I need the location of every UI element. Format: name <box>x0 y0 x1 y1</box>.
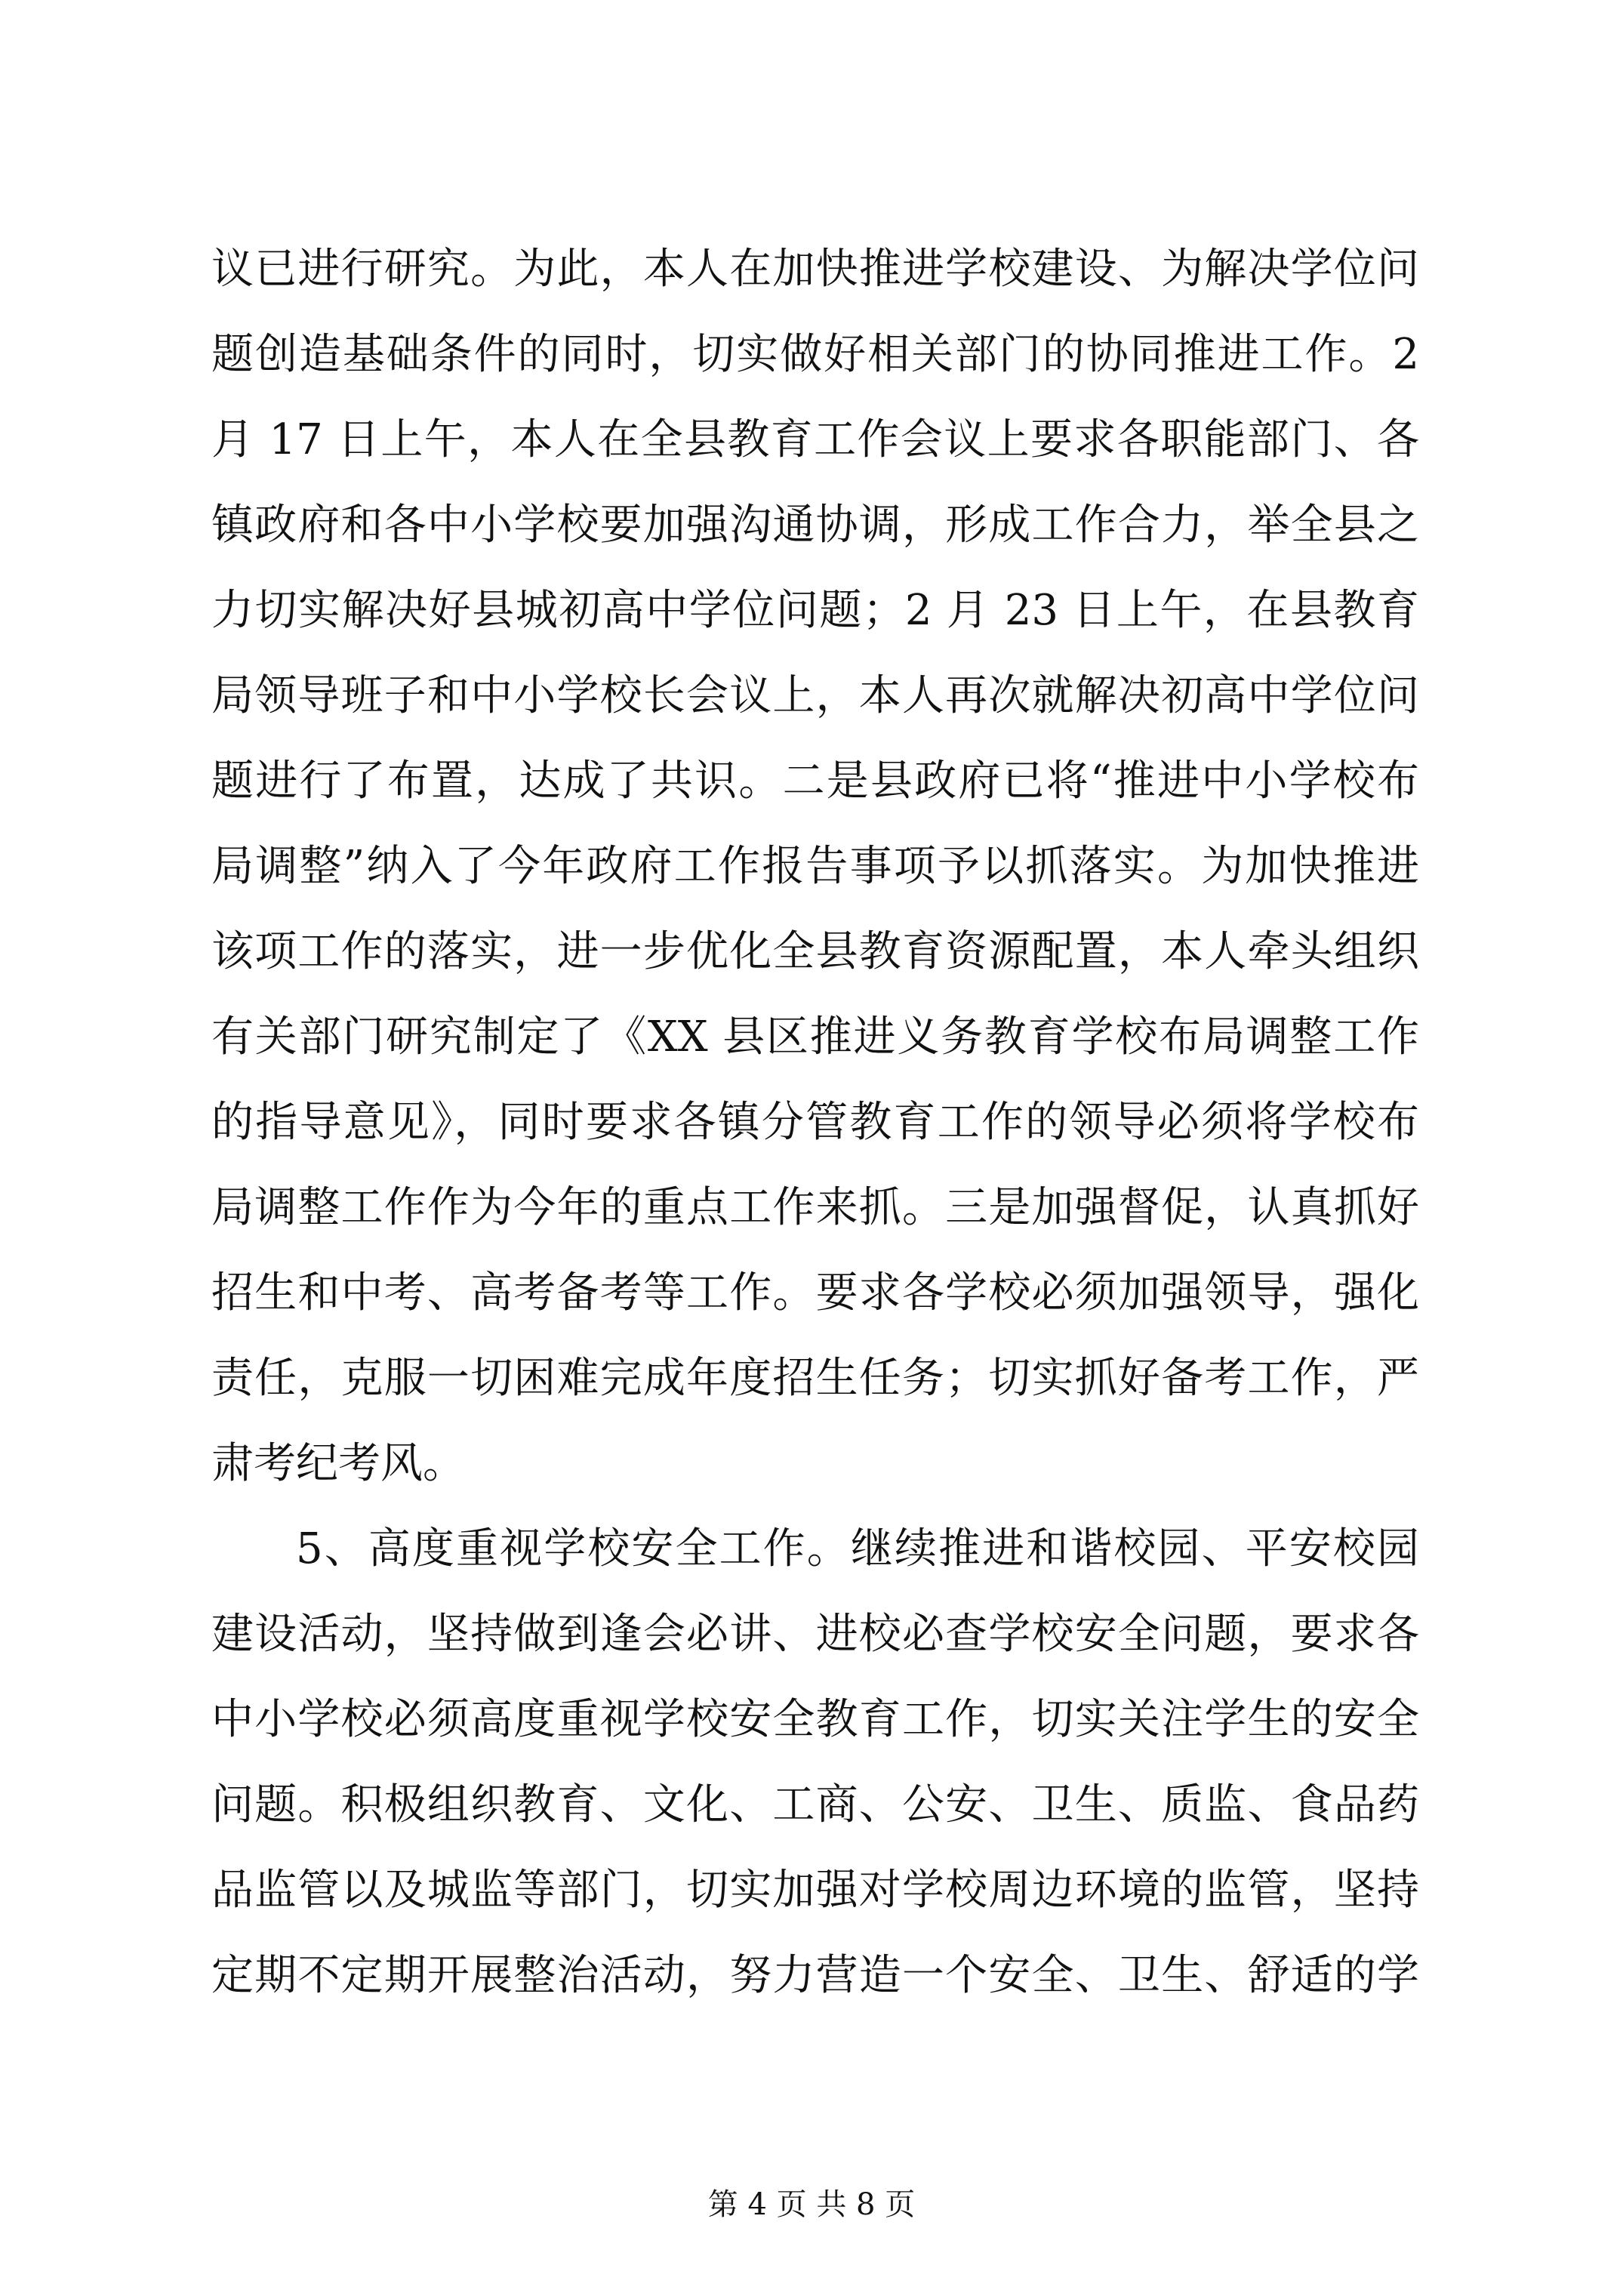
text-line: 责任，克服一切困难完成年度招生任务；切实抓好备考工作，严 <box>211 1354 1419 1403</box>
text-line: 有关部门研究制定了《XX 县区推进义务教育学校布局调整工作 <box>211 1012 1419 1062</box>
text-line: 该项工作的落实，进一步优化全县教育资源配置，本人牵头组织 <box>211 927 1419 976</box>
document-body <box>211 227 1419 2018</box>
text-line: 品监管以及城监等部门，切实加强对学校周边环境的监管，坚持 <box>211 1866 1419 1915</box>
text-line: 5、高度重视学校安全工作。继续推进和谐校园、平安校园 <box>296 1524 1419 1573</box>
text-line: 题进行了布置，达成了共识。二是县政府已将“推进中小学校布 <box>211 757 1419 806</box>
text-line: 定期不定期开展整治活动，努力营造一个安全、卫生、舒适的学 <box>211 1951 1419 2000</box>
text-line: 局调整工作作为今年的重点工作来抓。三是加强督促，认真抓好 <box>211 1183 1419 1232</box>
text-line: 题创造基础条件的同时，切实做好相关部门的协同推进工作。2 <box>211 330 1419 379</box>
text-line: 问题。积极组织教育、文化、工商、公安、卫生、质监、食品药 <box>211 1780 1419 1829</box>
text-line: 镇政府和各中小学校要加强沟通协调，形成工作合力，举全县之 <box>211 501 1419 550</box>
page-number-footer: 第 4 页 共 8 页 <box>707 2187 916 2222</box>
text-line: 局调整”纳入了今年政府工作报告事项予以抓落实。为加快推进 <box>211 842 1419 891</box>
text-line: 建设活动，坚持做到逢会必讲、进校必查学校安全问题，要求各 <box>211 1610 1419 1659</box>
text-line: 月 17 日上午，本人在全县教育工作会议上要求各职能部门、各 <box>211 415 1419 464</box>
text-line: 议已进行研究。为此，本人在加快推进学校建设、为解决学位问 <box>211 245 1419 294</box>
text-line: 力切实解决好县城初高中学位问题；2 月 23 日上午，在县教育 <box>211 586 1419 635</box>
text-line: 的指导意见》，同时要求各镇分管教育工作的领导必须将学校布 <box>211 1098 1419 1147</box>
paragraph-2 <box>211 1506 1419 2018</box>
text-line: 肃考纪考风。 <box>211 1439 465 1488</box>
text-line: 中小学校必须高度重视学校安全教育工作，切实关注学生的安全 <box>211 1695 1419 1744</box>
text-line: 招生和中考、高考备考等工作。要求各学校必须加强领导，强化 <box>211 1268 1419 1318</box>
text-line: 局领导班子和中小学校长会议上，本人再次就解决初高中学位问 <box>211 671 1419 720</box>
paragraph-1 <box>211 227 1419 1506</box>
